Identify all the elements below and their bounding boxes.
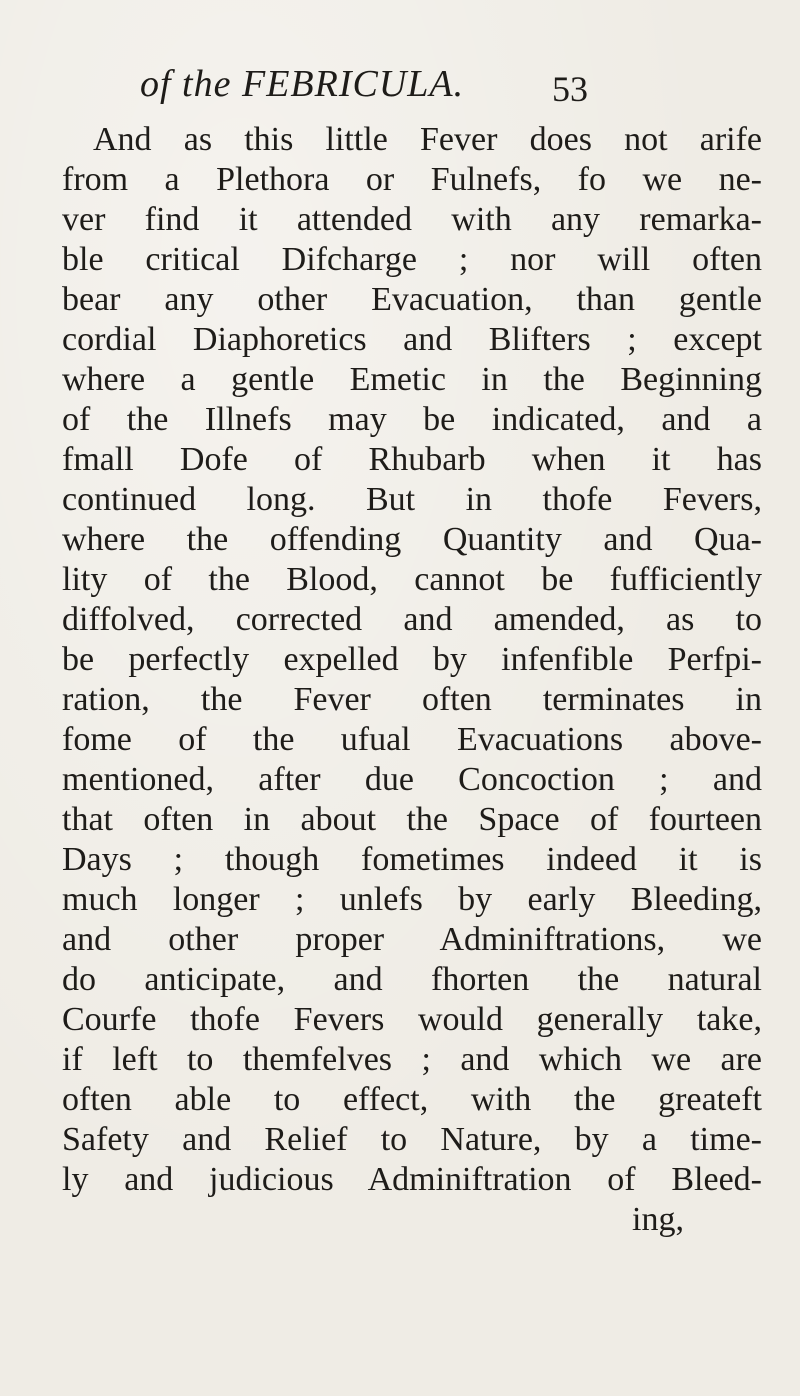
text-line-19: Days ; though fometimes indeed it is bbox=[62, 841, 762, 878]
text-line-18: that often in about the Space of fourteen bbox=[62, 801, 762, 838]
running-title: of the FEBRICULA. bbox=[140, 63, 465, 105]
text-line-1: And as this little Fever does not arife bbox=[93, 121, 762, 158]
text-line-25: often able to effect, with the greateft bbox=[62, 1081, 762, 1118]
text-line-15: ration, the Fever often terminates in bbox=[62, 681, 762, 718]
text-line-22: do anticipate, and fhorten the natural bbox=[62, 961, 762, 998]
text-line-2: from a Plethora or Fulnefs, fo we ne- bbox=[62, 161, 762, 198]
text-line-10: continued long. But in thofe Fevers, bbox=[62, 481, 762, 518]
text-line-20: much longer ; unlefs by early Bleeding, bbox=[62, 881, 762, 918]
text-line-11: where the offending Quantity and Qua- bbox=[62, 521, 762, 558]
page-number: 53 bbox=[552, 69, 588, 109]
text-line-13: diffolved, corrected and amended, as to bbox=[62, 601, 762, 638]
page-footer bbox=[0, 1360, 800, 1396]
text-line-4: ble critical Difcharge ; nor will often bbox=[62, 241, 762, 278]
text-line-5: bear any other Evacuation, than gentle bbox=[62, 281, 762, 318]
text-line-16: fome of the ufual Evacuations above- bbox=[62, 721, 762, 758]
text-line-21: and other proper Adminiftrations, we bbox=[62, 921, 762, 958]
catchword: ing, bbox=[632, 1201, 684, 1238]
text-line-8: of the Illnefs may be indicated, and a bbox=[62, 401, 762, 438]
text-line-23: Courfe thofe Fevers would generally take, bbox=[62, 1001, 762, 1038]
text-line-9: fmall Dofe of Rhubarb when it has bbox=[62, 441, 762, 478]
text-line-26: Safety and Relief to Nature, by a time- bbox=[62, 1121, 762, 1158]
text-line-24: if left to themfelves ; and which we are bbox=[62, 1041, 762, 1078]
text-line-3: ver find it attended with any remarka- bbox=[62, 201, 762, 238]
text-line-14: be perfectly expelled by infenfible Perfpi- bbox=[62, 641, 762, 678]
text-line-7: where a gentle Emetic in the Beginning bbox=[62, 361, 762, 398]
text-line-6: cordial Diaphoretics and Blifters ; except bbox=[62, 321, 762, 358]
text-line-12: lity of the Blood, cannot be fufficiently bbox=[62, 561, 762, 598]
body-text bbox=[62, 120, 762, 1240]
text-line-17: mentioned, after due Concoction ; and bbox=[62, 761, 762, 798]
text-line-27: ly and judicious Adminiftration of Bleed- bbox=[62, 1161, 762, 1198]
running-head bbox=[140, 62, 780, 112]
